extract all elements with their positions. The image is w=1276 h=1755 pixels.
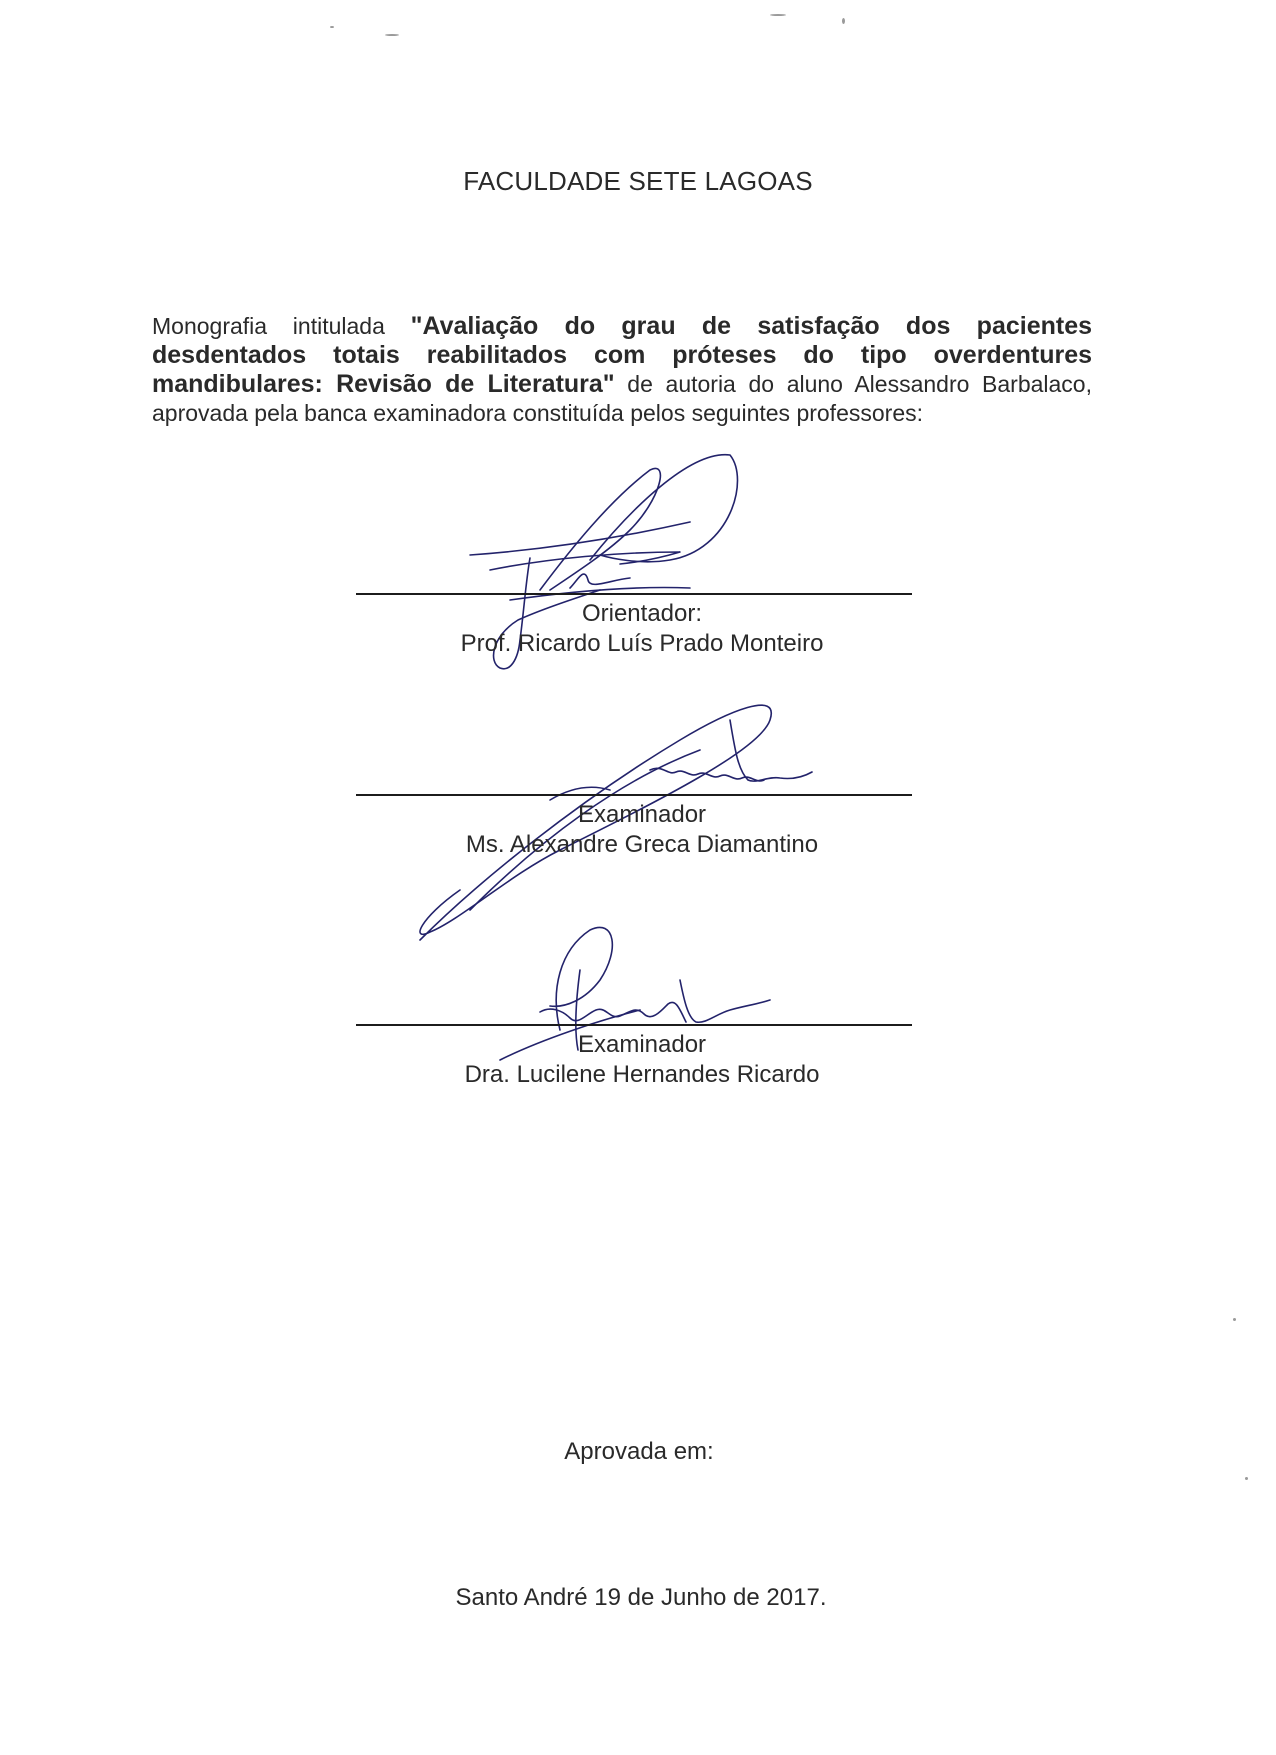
signature-line	[356, 1024, 912, 1026]
approval-date-label: Aprovada em:	[564, 1438, 714, 1465]
institution-name: FACULDADE SETE LAGOAS	[463, 166, 813, 196]
statement-intro: Monografia intitulada	[152, 313, 411, 339]
scan-speck	[385, 34, 399, 36]
scan-speck	[330, 26, 334, 28]
scan-speck	[770, 14, 786, 16]
committee-role: Orientador:	[581, 600, 703, 627]
signature-block-examinador-2	[356, 1024, 912, 1090]
committee-member-name: Prof. Ricardo Luís Prado Monteiro	[460, 630, 824, 657]
scan-speck	[842, 18, 845, 24]
signature-line	[356, 794, 912, 796]
statement-rest: de autoria do aluno Alessandro Barbalaco, aprovada pela banca examinadora constituída pelos seguintes professores:	[152, 371, 1092, 426]
approval-statement	[152, 312, 1092, 428]
committee-role: Examinador	[577, 801, 707, 828]
signature-block-examinador-1	[356, 794, 912, 860]
place-and-date: Santo André 19 de Junho de 2017.	[455, 1584, 827, 1611]
signature-line	[356, 593, 912, 595]
monograph-title: "Avaliação do grau de satisfação dos pacientes desdentados totais reabilitados com próteses do tipo overdentures mandibulares: Revisão de Literatura"	[152, 312, 1093, 398]
signature-block-orientador	[356, 593, 912, 659]
committee-role: Examinador	[577, 1031, 707, 1058]
scan-speck	[1245, 1477, 1248, 1480]
scan-speck	[1233, 1318, 1236, 1321]
committee-member-name: Dra. Lucilene Hernandes Ricardo	[464, 1061, 820, 1088]
committee-member-name: Ms. Alexandre Greca Diamantino	[465, 831, 819, 858]
